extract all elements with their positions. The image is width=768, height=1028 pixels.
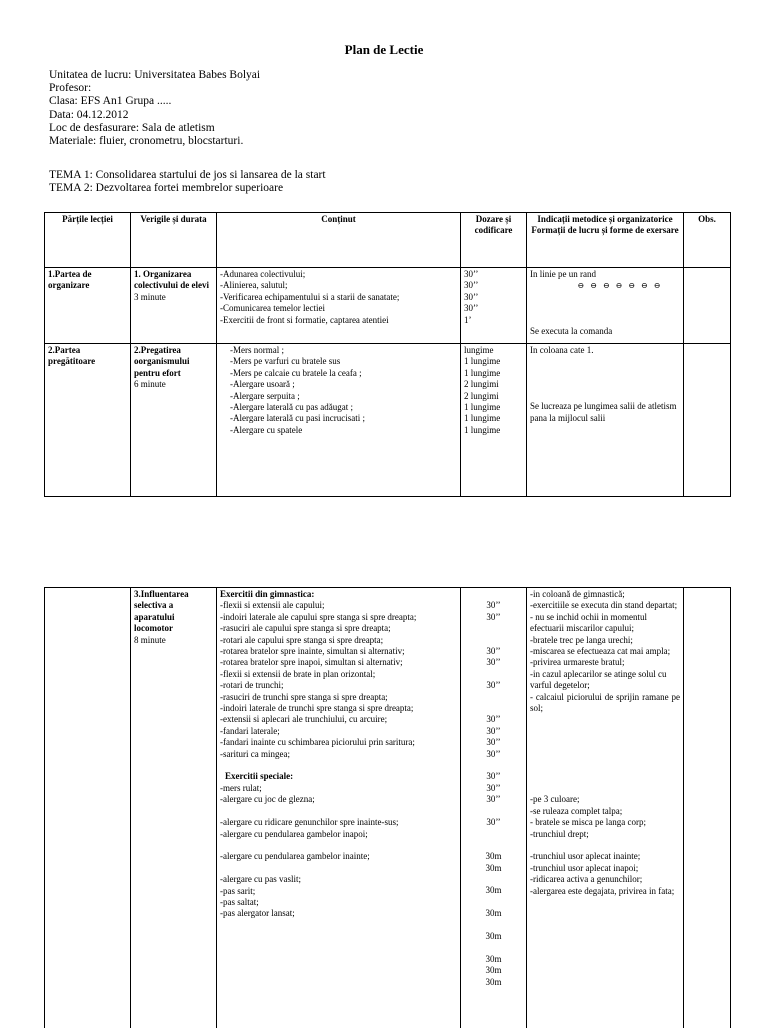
dosage-value: 30m — [485, 965, 502, 976]
indication-text: - bratele se misca pe langa corp; — [530, 817, 646, 828]
dosage-value: 2 lungimi — [464, 390, 499, 401]
dosage-value: 30’’ — [464, 291, 479, 302]
dosage-value: 30m — [485, 862, 502, 873]
indication-text: - nu se inchid ochii in momentul efectuarii miscarilor capului; — [530, 611, 647, 634]
row2-indications — [527, 344, 684, 497]
indication-text: - calcaiul piciorului de sprijin ramane pe sol; — [530, 691, 680, 714]
row3-dosage — [461, 588, 527, 1028]
indication-text: Se lucreaza pe lungimea salii de atletism pana la mijlocul salii — [530, 401, 677, 423]
dosage-value: 1’ — [464, 314, 472, 325]
list-item: -sarituri ca mingea; — [220, 748, 290, 759]
dosage-value: 30’’ — [486, 782, 501, 793]
table-header-row — [45, 213, 731, 268]
header-obs: Obs. — [684, 213, 731, 268]
row1-link-title: 1. Organizarea colectivului de elevi — [134, 269, 209, 291]
lesson-themes — [49, 169, 326, 196]
list-item: -Mers pe calcaie cu bratele la ceafa ; — [230, 367, 362, 378]
info-location: Loc de desfasurare: Sala de atletism — [49, 121, 215, 134]
indication-text: -privirea urmareste bratul; — [530, 657, 625, 668]
row3-links — [131, 588, 217, 1028]
dosage-value: 30’’ — [486, 794, 501, 805]
row1-part: 1.Partea de organizare — [45, 268, 131, 344]
indication-text: -pe 3 culoare; — [530, 794, 580, 805]
dosage-value: 2 lungimi — [464, 379, 499, 390]
row3-part — [45, 588, 131, 1028]
indication-text: -miscarea se efectueaza cat mai ampla; — [530, 646, 671, 657]
dosage-value: 30’’ — [486, 771, 501, 782]
dosage-value: 30’’ — [486, 737, 501, 748]
row2-link-duration: 6 minute — [134, 379, 166, 390]
header-content: Conținut — [217, 213, 461, 268]
dosage-value: 30’’ — [486, 645, 501, 656]
dosage-value: 30m — [485, 930, 502, 941]
theme-1: TEMA 1: Consolidarea startului de jos si lansarea de la start — [49, 169, 326, 181]
row1-dosage — [461, 268, 527, 344]
indication-text: -alergarea este degajata, privirea in fata; — [530, 885, 675, 896]
list-item: -indoiri laterale de trunchi spre stanga si spre dreapta; — [220, 703, 414, 714]
header-indications: Indicații metodice și organizatorice Formații de lucru și forme de exersare — [527, 213, 684, 268]
dosage-value: 30’’ — [464, 280, 479, 291]
row1-link-duration: 3 minute — [134, 291, 166, 302]
dosage-value: 1 lungime — [464, 367, 501, 378]
dosage-value: 1 lungime — [464, 413, 501, 424]
list-item: -Adunarea colectivului; — [220, 269, 306, 279]
indication-text: -trunchiul usor aplecat inainte; — [530, 851, 641, 862]
page-title: Plan de Lectie — [344, 42, 424, 57]
list-item: -Alergare laterală cu pasi incrucisati ; — [230, 413, 366, 424]
table-row — [45, 588, 731, 1028]
header-dosage: Dozare și codificare — [461, 213, 527, 268]
indication-text: Se executa la comanda — [530, 325, 613, 336]
list-item: -pas sarit; — [220, 885, 256, 896]
dosage-value: 30’’ — [486, 680, 501, 691]
indication-text: In coloana cate 1. — [530, 345, 594, 355]
table-row — [45, 344, 731, 497]
row3-link-duration: 8 minute — [134, 634, 166, 645]
list-item: -pas saltat; — [220, 896, 259, 907]
list-item: -flexii si extensii ale capului; — [220, 600, 325, 611]
list-item: -alergare cu pendularea gambelor inapoi; — [220, 828, 368, 839]
list-item: -Alergare usoară ; — [230, 379, 295, 390]
row3-indications — [527, 588, 684, 1028]
list-item: -Exercitii de front si formatie, captarea atentiei — [220, 314, 389, 325]
lesson-plan-table — [44, 212, 731, 497]
info-date: Data: 04.12.2012 — [49, 108, 129, 121]
dosage-value: 30’’ — [486, 714, 501, 725]
list-item: -rasuciri de trunchi spre stanga si spre dreapta; — [220, 691, 388, 702]
indication-text: -trunchiul drept; — [530, 828, 589, 839]
special-exercises-title: Exercitii speciale: — [225, 771, 294, 782]
header-part: Părțile lecției — [45, 213, 131, 268]
list-item: -fandari laterale; — [220, 725, 280, 736]
row1-links — [131, 268, 217, 344]
dosage-value: 30m — [485, 885, 502, 896]
theme-2: TEMA 2: Dezvoltarea fortei membrelor superioare — [49, 182, 284, 195]
list-item: -rasuciri ale capului spre stanga si spre dreapta; — [220, 623, 391, 634]
formation-symbols: ⊖ ⊖ ⊖ ⊖ ⊖ ⊖ ⊖ — [577, 281, 663, 291]
list-item: -Alinierea, salutul; — [220, 280, 288, 291]
dosage-value: 30m — [485, 908, 502, 919]
dosage-value: 1 lungime — [464, 356, 501, 367]
dosage-value: lungime — [464, 345, 494, 355]
list-item: -rotarea bratelor spre inapoi, simultan si alternativ; — [220, 657, 403, 668]
info-materials: Materiale: fluier, cronometru, blocstarturi. — [49, 135, 244, 148]
list-item: -mers rulat; — [220, 782, 262, 793]
indication-text: -in coloană de gimnastică; — [530, 589, 625, 599]
info-class: Clasa: EFS An1 Grupa ..... — [49, 95, 172, 108]
row1-obs — [684, 268, 731, 344]
list-item: -alergare cu pendularea gambelor inainte; — [220, 851, 370, 862]
dosage-value: 30’’ — [486, 657, 501, 668]
info-teacher: Profesor: — [49, 82, 92, 95]
row1-indications — [527, 268, 684, 344]
indication-text: -exercitiile se executa din stand departat; — [530, 600, 678, 611]
indication-text: -bratele trec pe langa urechi; — [530, 634, 633, 645]
list-item: -rotari ale capului spre stanga si spre dreapta; — [220, 634, 384, 645]
list-item: -pas alergator lansat; — [220, 908, 295, 919]
header-links: Verigile și durata — [131, 213, 217, 268]
list-item: -alergare cu joc de glezna; — [220, 794, 315, 805]
row1-content — [217, 268, 461, 344]
dosage-value: 30m — [485, 953, 502, 964]
indication-text: -trunchiul usor aplecat inapoi; — [530, 862, 639, 873]
dosage-value: 30’’ — [464, 303, 479, 314]
list-item: -Alergare serpuita ; — [230, 390, 300, 401]
dosage-value: 30m — [485, 976, 502, 987]
list-item: -alergare cu ridicare genunchilor spre inainte-sus; — [220, 817, 399, 828]
dosage-value: 30’’ — [486, 600, 501, 611]
list-item: -Mers pe varfuri cu bratele sus — [230, 356, 341, 367]
row3-obs — [684, 588, 731, 1028]
list-item: -fandari inainte cu schimbarea piciorului prin saritura; — [220, 737, 415, 748]
lesson-plan-table-continued — [44, 587, 731, 1028]
dosage-value: 30’’ — [486, 817, 501, 827]
list-item: -Alergare cu spatele — [230, 424, 303, 435]
list-item: -flexii si extensii de brate in plan orizontal; — [220, 668, 376, 679]
row3-content — [217, 588, 461, 1028]
dosage-value: 1 lungime — [464, 402, 501, 413]
lesson-info-block — [49, 69, 260, 148]
row2-link-title: 2.Pregatirea oorganismului pentru efort — [134, 345, 190, 378]
indication-text: -ridicarea activa a genunchilor; — [530, 874, 643, 885]
dosage-value: 30’’ — [486, 725, 501, 736]
row2-obs — [684, 344, 731, 497]
list-item: -Mers normal ; — [230, 345, 284, 355]
indication-text: -se ruleaza complet talpa; — [530, 805, 623, 816]
table-row — [45, 268, 731, 344]
info-unit: Unitatea de lucru: Universitatea Babes Bolyai — [49, 69, 261, 81]
indication-text: -in cazul aplecarilor se atinge solul cu varful degetelor; — [530, 668, 667, 691]
row2-dosage — [461, 344, 527, 497]
dosage-value: 30’’ — [486, 611, 501, 622]
list-item: -Alergare laterală cu pas adăugat ; — [230, 402, 354, 413]
row2-links — [131, 344, 217, 497]
gym-exercises-title: Exercitii din gimnastica: — [220, 589, 315, 599]
dosage-value: 30m — [485, 851, 502, 862]
list-item: -alergare cu pas vaslit; — [220, 874, 302, 885]
list-item: -Verificarea echipamentului si a starii de sanatate; — [220, 291, 400, 302]
row3-link-title: 3.Influentarea selectiva a aparatului locomotor — [134, 589, 189, 634]
dosage-value: 30’’ — [464, 269, 479, 279]
row2-content — [217, 344, 461, 497]
dosage-value: 30’’ — [486, 748, 501, 759]
list-item: -rotarea bratelor spre inainte, simultan si alternativ; — [220, 646, 405, 657]
indication-text: In linie pe un rand — [530, 269, 596, 279]
list-item: -extensii si aplecari ale trunchiului, cu arcuire; — [220, 714, 388, 725]
dosage-value: 1 lungime — [464, 424, 501, 435]
list-item: -Comunicarea temelor lectiei — [220, 303, 325, 314]
list-item: -indoiri laterale ale capului spre stanga si spre dreapta; — [220, 611, 417, 622]
row2-part: 2.Partea pregătitoare — [45, 344, 131, 497]
list-item: -rotari de trunchi; — [220, 680, 284, 691]
